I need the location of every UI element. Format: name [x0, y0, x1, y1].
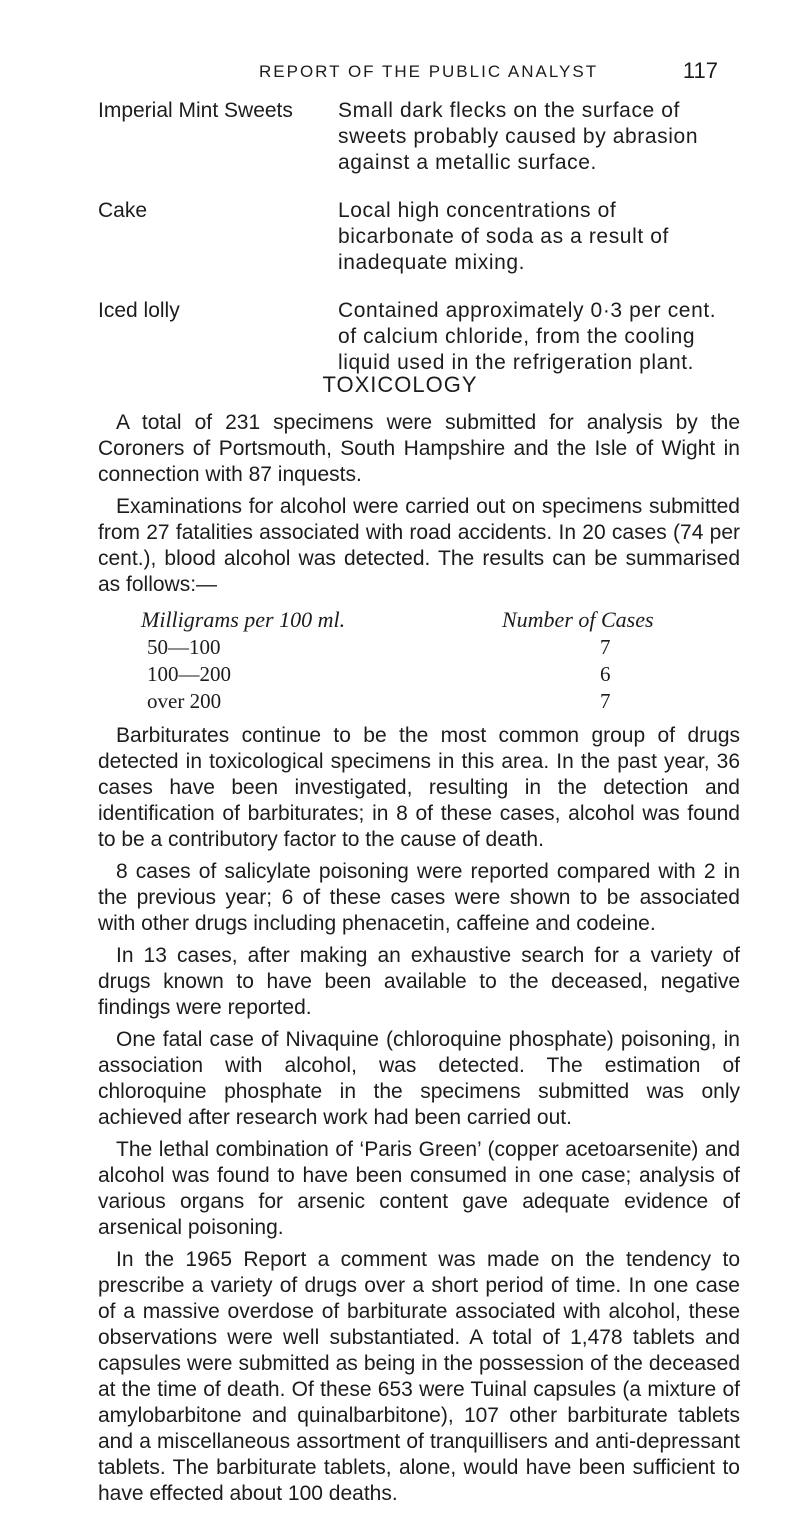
defects-list [98, 98, 738, 398]
section-title: TOXICOLOGY [322, 372, 478, 397]
paragraph: Examinations for alcohol were carried out on specimens submitted from 27 fatalities associated with road accidents. In 20 cases (74 per cent.), blood alcohol was detected. The results can be summarised as follows:— [98, 495, 740, 596]
header-milligrams: Milligrams per 100 ml. [141, 607, 346, 632]
defect-item: Iced lolly [98, 299, 180, 322]
page-header [0, 58, 800, 88]
paragraph: The lethal combination of ‘Paris Green’ (copper acetoarsenite) and alcohol was found to have been consumed in one case; analysis of various organs for arsenic content gave adequate evidence of arsenical poisoning. [98, 1138, 740, 1239]
paragraph: One fatal case of Nivaquine (chloroquine phosphate) poisoning, in association with alcohol, was detected. The estimation of chloroquine phosphate in the specimens submitted was only achieved after research work had been carried out. [98, 1028, 740, 1129]
defect-row [98, 298, 738, 376]
paragraph: 8 cases of salicylate poisoning were reported compared with 2 in the previous year; 6 of these cases were shown to be associated with other drugs including phenacetin, caffeine and codeine. [98, 860, 740, 935]
defect-note: Small dark flecks on the surface of sweets probably caused by abrasion against a metallic surface. [338, 99, 699, 174]
paragraph: In the 1965 Report a comment was made on the tendency to prescribe a variety of drugs over a short period of time. In one case of a massive overdose of barbiturate associated with alcohol, these observations were well substantiated. A total of 1,478 tablets and capsules were submitted as being in the possession of the deceased at the time of death. Of these 653 were Tuinal capsules (a mixture of amylobarbitone and quinalbarbitone), 107 other barbiturate tablets and a miscellaneous assortment of tranquillisers and anti-depressant tablets. The barbiturate tablets, alone, would have been sufficient to have effected about 100 deaths. [98, 1248, 740, 1505]
defect-note: Local high concentrations of bicarbonate of soda as a result of inadequate mixing. [338, 199, 669, 274]
results-row [98, 634, 740, 661]
range-cell: 50—100 [147, 635, 221, 659]
count-cell: 7 [600, 689, 611, 713]
results-row [98, 661, 740, 688]
running-head: REPORT OF THE PUBLIC ANALYST [259, 62, 599, 81]
defect-item: Cake [98, 199, 148, 222]
header-number-of-cases: Number of Cases [502, 607, 654, 632]
results-header-row [98, 606, 740, 634]
paragraph: In 13 cases, after making an exhaustive search for a variety of drugs known to have been available to the deceased, negative findings were reported. [98, 944, 740, 1019]
range-cell: 100—200 [147, 662, 231, 686]
results-row [98, 688, 740, 715]
defect-item: Imperial Mint Sweets [98, 99, 293, 122]
page-number: 117 [682, 58, 718, 83]
range-cell: over 200 [147, 689, 222, 713]
count-cell: 6 [600, 662, 611, 686]
defect-row [98, 198, 738, 276]
results-table [98, 606, 740, 715]
defect-row [98, 98, 738, 176]
count-cell: 7 [600, 635, 611, 659]
section-body [98, 410, 740, 1513]
paragraph: Barbiturates continue to be the most common group of drugs detected in toxicological specimens in this area. In the past year, 36 cases have been investigated, resulting in the detection and identification of barbiturates; in 8 of these cases, alcohol was found to be a contributory factor to the cause of death. [98, 724, 740, 851]
paragraph: A total of 231 specimens were submitted for analysis by the Coroners of Portsmouth, South Hampshire and the Isle of Wight in connection with 87 inquests. [98, 411, 740, 486]
defect-note: Contained approximately 0·3 per cent. of calcium chloride, from the cooling liquid used in the refrigeration plant. [338, 299, 717, 374]
